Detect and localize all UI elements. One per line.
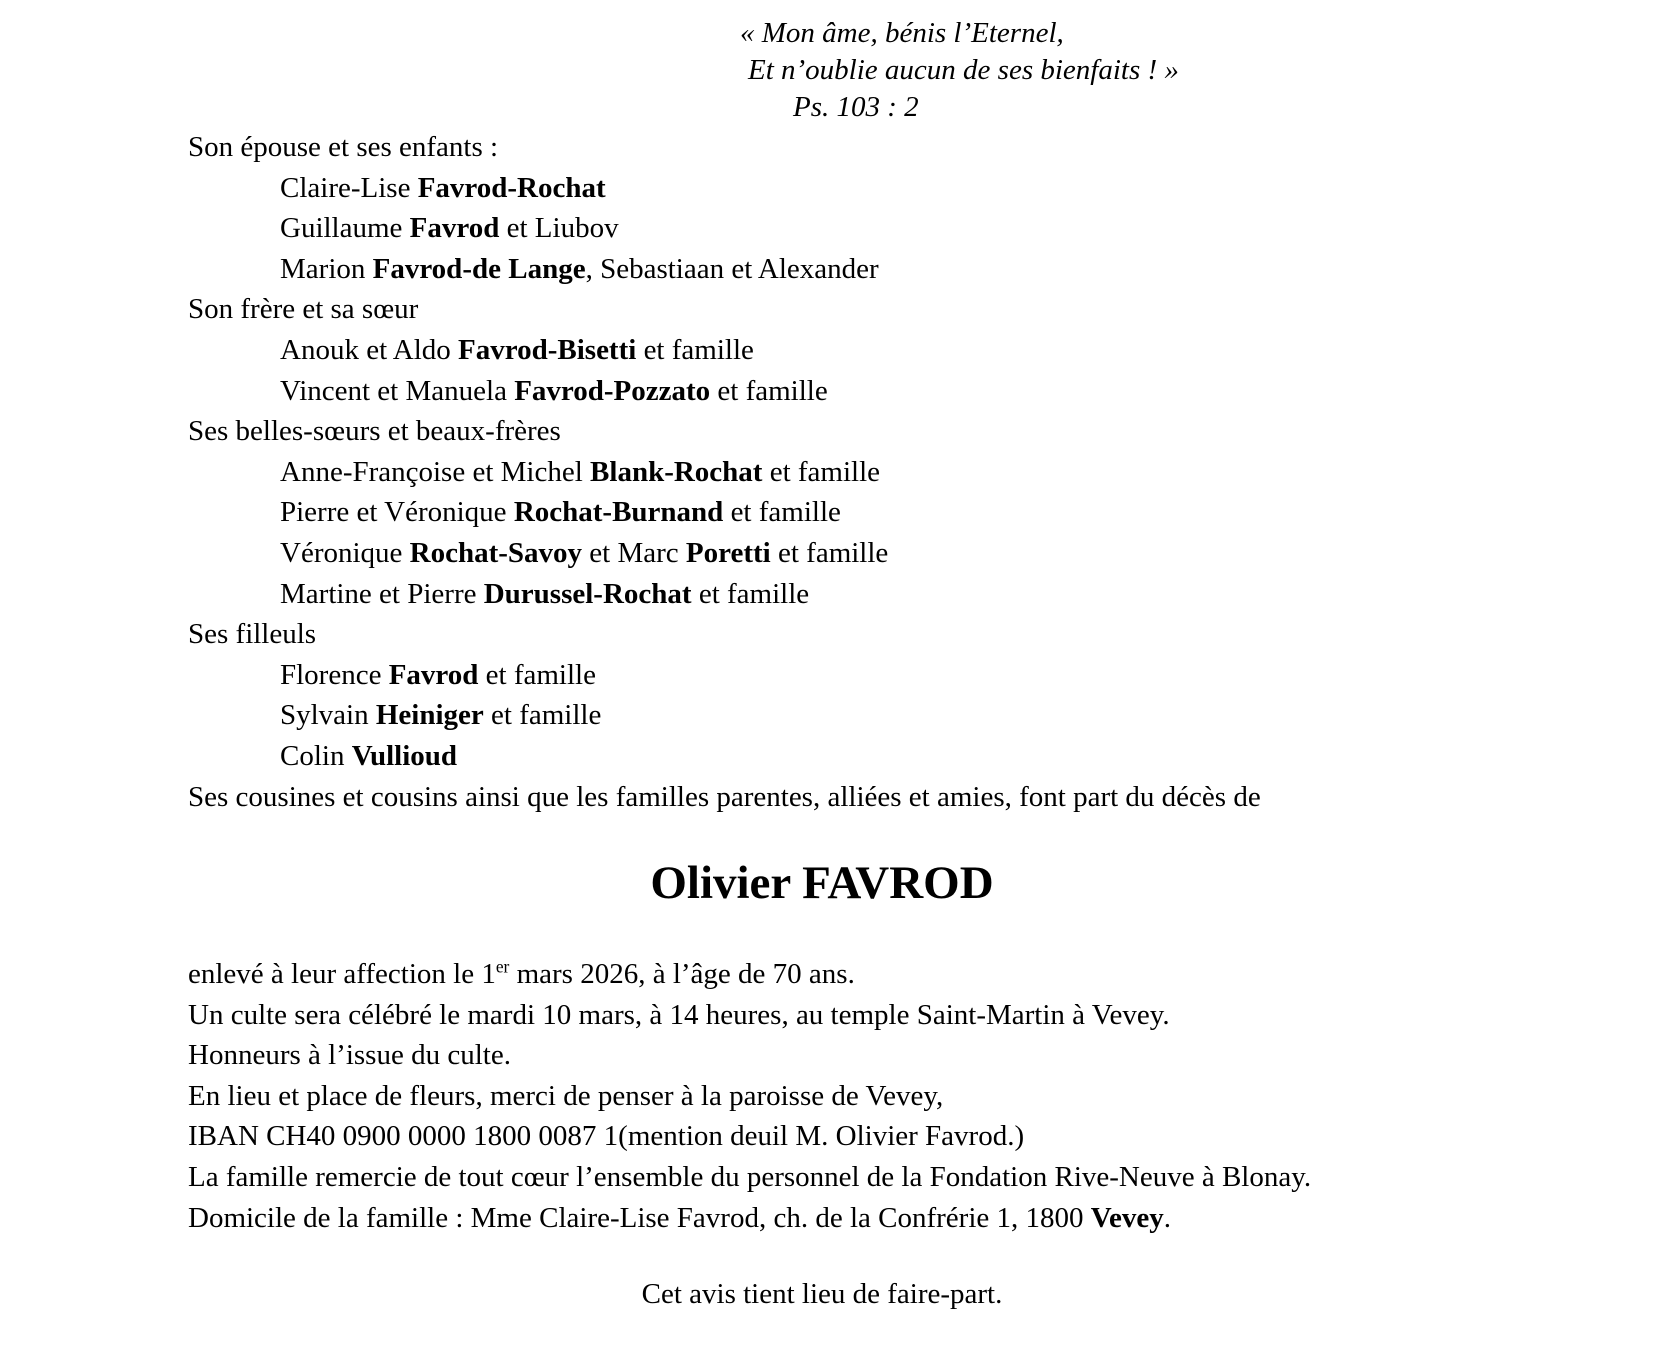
- family-line: [188, 777, 1548, 818]
- family-line: [188, 249, 1548, 290]
- family-line: [188, 574, 1548, 615]
- scripture-quote: [0, 15, 1654, 126]
- text-run: et Marc: [582, 536, 686, 569]
- text-run: Martine et Pierre: [280, 577, 484, 610]
- text-run: Guillaume: [280, 212, 410, 245]
- text-run: Un culte sera célébré le mardi 10 mars, à 14 heures, au temple Saint-Martin à Vevey.: [188, 998, 1170, 1031]
- text-run: Pierre et Véronique: [280, 496, 514, 529]
- text-run: et famille: [483, 699, 602, 732]
- family-line: [188, 614, 1548, 655]
- bold-name-run: Durussel-Rochat: [483, 577, 692, 610]
- bold-name-run: Favrod: [388, 658, 479, 691]
- text-run: En lieu et place de fleurs, merci de penser à la paroisse de Vevey,: [188, 1079, 944, 1112]
- text-run: et famille: [762, 455, 881, 488]
- quote-line-2: Et n’oublie aucun de ses bienfaits ! »: [748, 54, 1179, 86]
- text-run: et famille: [710, 374, 828, 407]
- text-run: et famille: [636, 333, 754, 366]
- deceased-name: Olivier FAVROD: [650, 857, 994, 909]
- text-run: Marion: [280, 252, 373, 285]
- family-line: [188, 736, 1548, 777]
- detail-line: [188, 1116, 1548, 1157]
- footer-note: Cet avis tient lieu de faire-part.: [641, 1278, 1003, 1310]
- text-run: Ses filleuls: [188, 618, 317, 651]
- family-line: [188, 371, 1548, 412]
- family-line: [188, 127, 1548, 168]
- text-run: Anouk et Aldo: [280, 333, 459, 366]
- bold-name-run: Favrod: [409, 212, 500, 245]
- quote-reference: Ps. 103 : 2: [793, 91, 919, 123]
- text-run: Véronique: [280, 536, 410, 569]
- family-line: [188, 168, 1548, 209]
- text-run: Son frère et sa sœur: [188, 293, 419, 326]
- bold-name-run: Blank-Rochat: [590, 455, 763, 488]
- bold-name-run: Favrod-Pozzato: [514, 374, 711, 407]
- text-run: mars 2026, à l’âge de 70 ans.: [509, 958, 855, 990]
- detail-line: [188, 1198, 1548, 1239]
- text-run: IBAN CH40 0900 0000 1800 0087 1(mention deuil M. Olivier Favrod.): [188, 1120, 1025, 1153]
- text-run: , Sebastiaan et Alexander: [585, 252, 879, 285]
- detail-line: [188, 1157, 1548, 1198]
- bold-name-run: Favrod-de Lange: [372, 252, 586, 285]
- text-run: Colin: [280, 739, 352, 772]
- text-run: et Liubov: [499, 212, 619, 245]
- family-line: [188, 452, 1548, 493]
- text-run: Claire-Lise: [280, 171, 418, 204]
- family-line: [188, 492, 1548, 533]
- bold-name-run: Rochat-Burnand: [513, 496, 724, 529]
- text-run: Honneurs à l’issue du culte.: [188, 1039, 511, 1072]
- text-run: et famille: [723, 496, 841, 529]
- family-list: [188, 127, 1548, 817]
- text-run: Son épouse et ses enfants :: [188, 131, 499, 163]
- text-run: enlevé à leur affection le 1: [188, 958, 496, 990]
- quote-line-1: « Mon âme, bénis l’Eternel,: [740, 17, 1064, 49]
- text-run: Sylvain: [280, 699, 376, 732]
- text-run: et famille: [770, 536, 889, 569]
- superscript-run: er: [495, 956, 510, 977]
- text-run: La famille remercie de tout cœur l’ensemble du personnel de la Fondation Rive-Neuve à Blonay.: [188, 1160, 1312, 1193]
- family-line: [188, 330, 1548, 371]
- bold-name-run: Rochat-Savoy: [409, 536, 583, 569]
- family-line: [188, 695, 1548, 736]
- text-run: et famille: [691, 577, 810, 610]
- detail-line: [188, 995, 1548, 1036]
- text-run: .: [1163, 1201, 1172, 1234]
- text-run: Ses cousines et cousins ainsi que les familles parentes, alliées et amies, font part du décès de: [188, 780, 1261, 813]
- family-line: [188, 289, 1548, 330]
- text-run: et famille: [478, 658, 596, 691]
- text-run: Florence: [280, 658, 389, 691]
- detail-line: [188, 1076, 1548, 1117]
- family-line: [188, 411, 1548, 452]
- text-run: Ses belles-sœurs et beaux-frères: [188, 415, 561, 448]
- bold-name-run: Heiniger: [375, 699, 484, 732]
- text-run: Anne-Françoise et Michel: [280, 455, 591, 488]
- bold-name-run: Poretti: [685, 536, 771, 569]
- bold-name-run: Vullioud: [351, 739, 458, 772]
- ceremony-details: [188, 954, 1548, 1238]
- family-line: [188, 655, 1548, 696]
- family-line: [188, 208, 1548, 249]
- detail-line: [188, 954, 1548, 995]
- text-run: Domicile de la famille : Mme Claire-Lise Favrod, ch. de la Confrérie 1, 1800: [188, 1201, 1091, 1234]
- detail-line: [188, 1035, 1548, 1076]
- bold-name-run: Favrod-Bisetti: [458, 333, 637, 366]
- family-line: [188, 533, 1548, 574]
- text-run: Vincent et Manuela: [280, 374, 515, 407]
- bold-name-run: Favrod-Rochat: [417, 171, 606, 204]
- bold-name-run: Vevey: [1090, 1201, 1164, 1234]
